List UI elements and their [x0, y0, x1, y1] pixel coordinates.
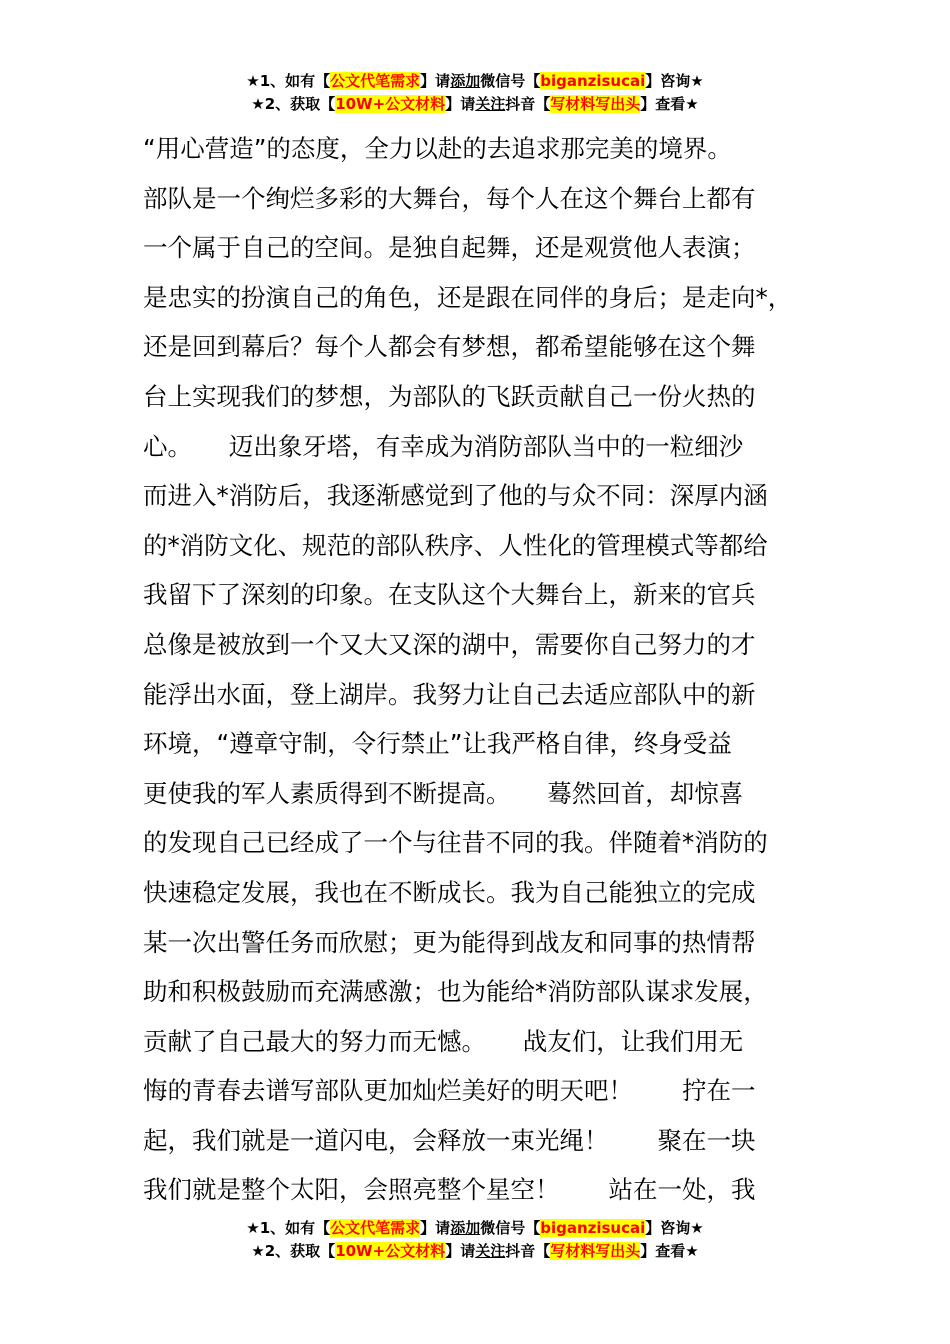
header-ad-1-emphasis: 添加	[450, 72, 481, 90]
body-line: 更使我的军人素质得到不断提高。 蓦然回首，却惊喜	[143, 778, 744, 808]
footer-ad-1-prefix: ★1、如有【	[246, 1219, 331, 1237]
header-ad-1-mid: 】请	[420, 72, 451, 90]
footer-ad-2-emphasis: 关注	[475, 1242, 506, 1260]
body-line: 贡献了自己最大的努力而无憾。 战友们，让我们用无	[143, 1026, 744, 1056]
body-line: 一个属于自己的空间。是独自起舞，还是观赏他人表演；	[143, 233, 756, 263]
footer-ad-2-materials-highlight: 10W+公文材料	[335, 1242, 446, 1260]
header-ad-1-mid-2: 微信号【	[480, 72, 541, 90]
body-line: 悔的青春去谱写部队更加灿烂美好的明天吧！ 拧在一	[143, 1076, 756, 1106]
body-line: 助和积极鼓励而充满感激；也为能给*消防部队谋求发展，	[143, 977, 768, 1007]
body-line: 而进入*消防后，我逐渐感觉到了他的与众不同：深厚内涵	[143, 481, 768, 511]
body-line: 台上实现我们的梦想，为部队的飞跃贡献自己一份火热的	[143, 381, 756, 411]
header-ad-2-mid: 】请	[445, 95, 476, 113]
footer-ad-2-mid-2: 抖音【	[505, 1242, 551, 1260]
footer-ad-line-1	[0, 1217, 950, 1239]
body-line: 部队是一个绚烂多彩的大舞台，每个人在这个舞台上都有	[143, 183, 756, 213]
header-ad-2-emphasis: 关注	[475, 95, 506, 113]
footer-ad-1-mid-2: 微信号【	[480, 1219, 541, 1237]
body-line: 是忠实的扮演自己的角色，还是跟在同伴的身后；是走向*，	[143, 282, 793, 312]
footer-ad-1-mid: 】请	[420, 1219, 451, 1237]
document-body	[143, 124, 843, 1215]
body-line: “用心营造”的态度，全力以赴的去追求那完美的境界。	[143, 134, 732, 163]
body-line: 某一次出警任务而欣慰；更为能得到战友和同事的热情帮	[143, 927, 756, 957]
body-line: 还是回到幕后？每个人都会有梦想，都希望能够在这个舞	[143, 332, 756, 362]
body-line: 我们就是整个太阳，会照亮整个星空！ 站在一处，我	[143, 1175, 756, 1205]
body-line: 总像是被放到一个又大又深的湖中，需要你自己努力的才	[143, 629, 756, 659]
header-ad-1-wechat-id: biganzisucai	[540, 72, 646, 90]
header-ad-2-prefix: ★2、获取【	[251, 95, 336, 113]
header-ad-1-service-highlight: 公文代笔需求	[330, 72, 421, 90]
body-line: 我留下了深刻的印象。在支队这个大舞台上，新来的官兵	[143, 580, 756, 610]
header-ad-2-materials-highlight: 10W+公文材料	[335, 95, 446, 113]
body-line: 的发现自己已经成了一个与往昔不同的我。伴随着*消防的	[143, 828, 768, 858]
body-line: 能浮出水面，登上湖岸。我努力让自己去适应部队中的新	[143, 679, 756, 709]
footer-ad-1-service-highlight: 公文代笔需求	[330, 1219, 421, 1237]
header-ad-line-1	[0, 70, 950, 92]
header-ad-1-prefix: ★1、如有【	[246, 72, 331, 90]
footer-ad-2-prefix: ★2、获取【	[251, 1242, 336, 1260]
footer-ad-1-suffix: 】咨询★	[645, 1219, 704, 1237]
body-line: 环境，“遵章守制，令行禁止”让我严格自律，终身受益	[143, 729, 732, 759]
footer-ad-line-2	[0, 1240, 950, 1262]
header-ad-2-mid-2: 抖音【	[505, 95, 551, 113]
header-ad-2-suffix: 】查看★	[640, 95, 699, 113]
body-line: 起，我们就是一道闪电，会释放一束光绳！ 聚在一块	[143, 1125, 756, 1155]
footer-ad-2-mid: 】请	[445, 1242, 476, 1260]
footer-ad-1-wechat-id: biganzisucai	[540, 1219, 646, 1237]
header-ad-line-2	[0, 93, 950, 115]
footer-ad-2-douyin-account: 写材料写出头	[550, 1242, 641, 1260]
body-line: 心。 迈出象牙塔，有幸成为消防部队当中的一粒细沙	[143, 431, 744, 461]
header-ad-2-douyin-account: 写材料写出头	[550, 95, 641, 113]
footer-ad-1-emphasis: 添加	[450, 1219, 481, 1237]
body-line: 的*消防文化、规范的部队秩序、人性化的管理模式等都给	[143, 530, 768, 560]
body-line: 快速稳定发展，我也在不断成长。我为自己能独立的完成	[143, 877, 756, 907]
header-ad-1-suffix: 】咨询★	[645, 72, 704, 90]
footer-ad-2-suffix: 】查看★	[640, 1242, 699, 1260]
